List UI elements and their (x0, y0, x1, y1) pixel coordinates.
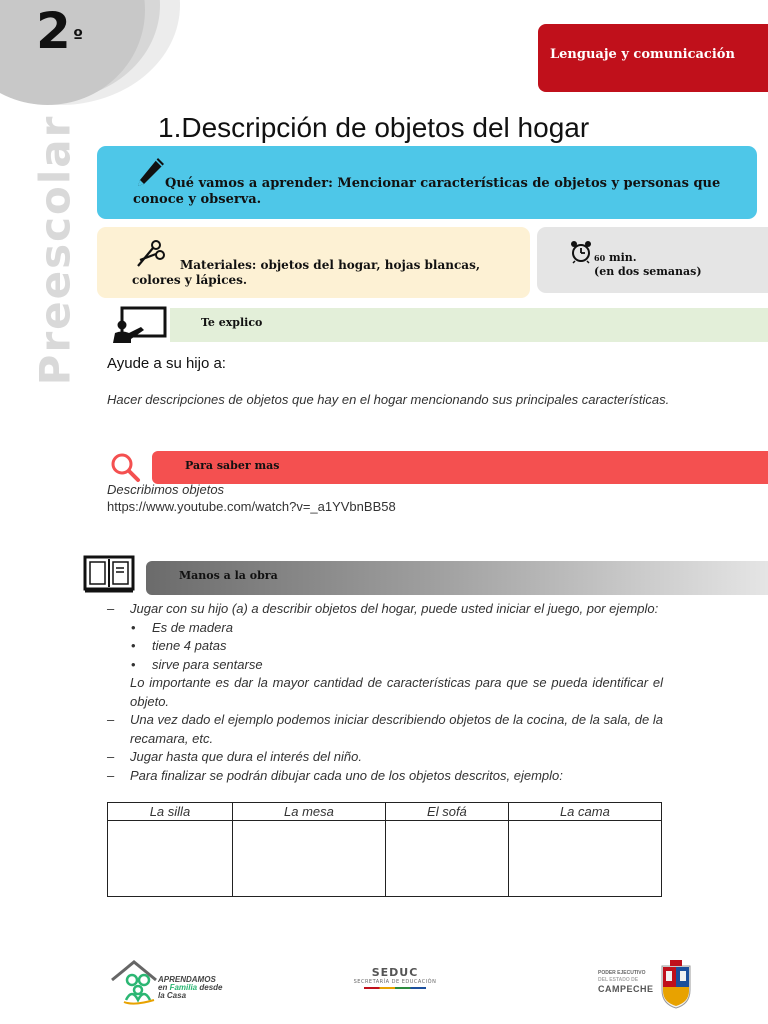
page-title: 1.Descripción de objetos del hogar (158, 112, 590, 143)
table-header-cell: La mesa (232, 803, 385, 821)
drawing-cell[interactable] (232, 821, 385, 897)
time-number: 60 (594, 253, 606, 263)
video-link[interactable]: https://www.youtube.com/watch?v=_a1YVbnBB58 (107, 499, 396, 514)
seduc-subtitle: SECRETARÍA DE EDUCACIÓN (353, 979, 437, 985)
seduc-stripe (364, 987, 426, 989)
house-family-icon (110, 958, 160, 1006)
table-header-cell: El sofá (386, 803, 509, 821)
example-item: • Es de madera (131, 619, 233, 635)
gov-title: CAMPECHE (598, 984, 654, 994)
seduc-logo (350, 966, 440, 989)
explain-label: Te explico (201, 316, 263, 329)
list-item: – Jugar con su hijo (a) a describir objetos del hogar, puede usted iniciar el juego, por ejemplo: (107, 601, 659, 616)
work-label: Manos a la obra (179, 569, 278, 582)
note-text: Lo importante es dar la mayor cantidad de características para que se pueda identificar el objeto. (130, 675, 663, 709)
coat-of-arms-icon (658, 960, 694, 1010)
table-header-row (108, 803, 662, 821)
alarm-clock-icon (570, 240, 592, 264)
more-label: Para saber mas (185, 459, 280, 472)
activity-list (107, 600, 663, 785)
help-heading: Ayude a su hijo a: (107, 355, 226, 372)
materials-text: Materiales: objetos del hogar, hojas blancas, colores y lápices. (132, 258, 481, 287)
drawing-cell[interactable] (386, 821, 509, 897)
magnifier-icon (109, 451, 141, 483)
help-body: Hacer descripciones de objetos que hay en el hogar mencionando sus principales características. (107, 392, 670, 407)
grade-number: 2 (36, 2, 69, 60)
learn-text: Qué vamos a aprender: Mencionar características de objetos y personas que conoce y observa. (133, 176, 721, 207)
time-unit: min. (608, 251, 637, 264)
example-item: • tiene 4 patas (131, 638, 227, 653)
table-header-cell: La cama (508, 803, 661, 821)
gov-text-line: DEL ESTADO DE (598, 977, 639, 983)
logo-text-line: APRENDAMOS (158, 975, 216, 984)
example-item: • sirve para sentarse (131, 656, 263, 672)
video-title: Describimos objetos (107, 482, 225, 497)
drawing-cell[interactable] (108, 821, 233, 897)
presentation-icon (111, 305, 169, 345)
grade-ordinal: º (73, 26, 84, 47)
drawing-table (107, 802, 662, 897)
seduc-title: SEDUC (371, 966, 419, 979)
gov-text-line: PODER EJECUTIVO (598, 970, 646, 976)
logo-text-line: la Casa (158, 991, 187, 1000)
time-text (594, 251, 702, 279)
list-item: – Para finalizar se podrán dibujar cada uno de los objetos descritos, ejemplo: (107, 767, 563, 783)
open-book-icon (83, 555, 135, 593)
logo-text-line: en Familia desde (158, 983, 223, 992)
time-note: (en dos semanas) (594, 265, 702, 278)
drawing-cell[interactable] (508, 821, 661, 897)
subject-label: Lenguaje y comunicación (550, 47, 735, 62)
list-item: – Jugar hasta que dura el interés del niño. (107, 749, 362, 764)
level-label: Preescolar (30, 114, 80, 386)
table-header-cell: La silla (108, 803, 233, 821)
list-item: – Una vez dado el ejemplo podemos iniciar describiendo objetos de la cocina, de la sala, de la recamara, etc. (107, 712, 663, 746)
table-row (108, 821, 662, 897)
